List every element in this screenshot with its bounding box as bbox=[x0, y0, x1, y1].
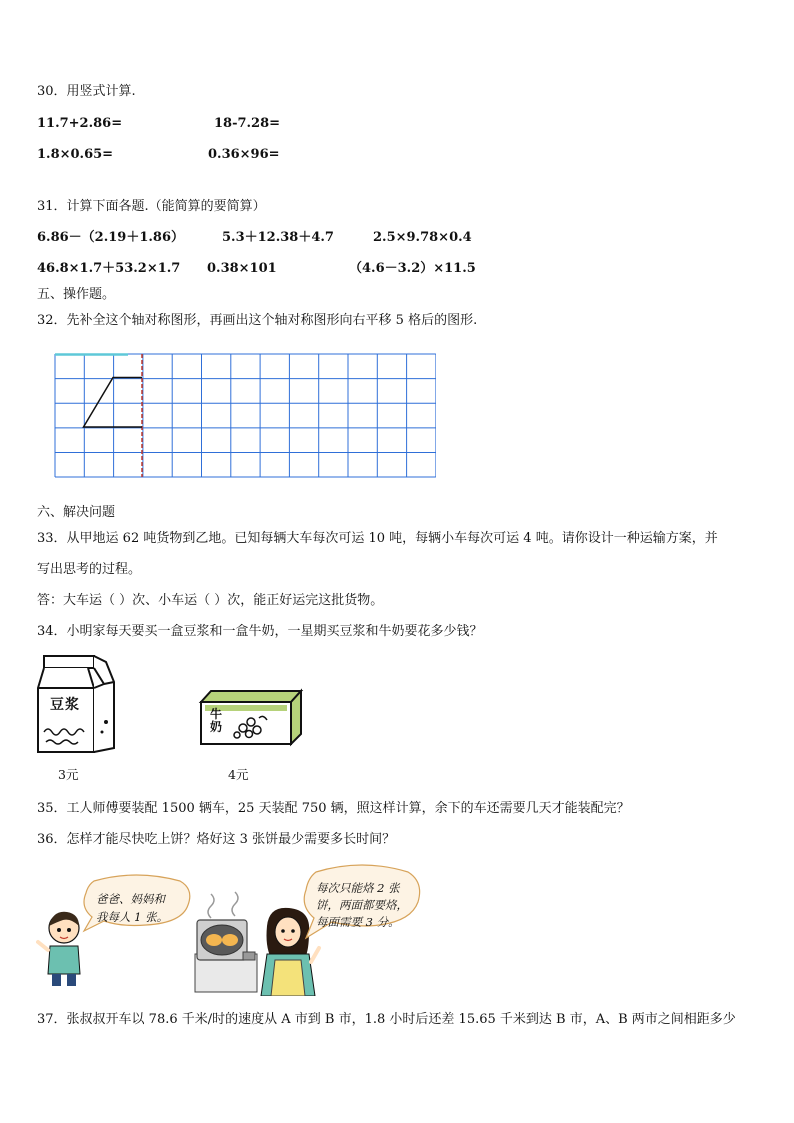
q31-expr-4: 46.8×1.7＋53.2×1.7 bbox=[37, 261, 181, 276]
q34-title: 34．小明家每天要买一盒豆浆和一盒牛奶，一星期买豆浆和牛奶要花多少钱？ bbox=[37, 624, 483, 639]
section-six-title: 六、解决问题 bbox=[37, 505, 116, 520]
q33-answer: 答：大车运（ ）次、小车运（ ）次，能正好运完这批货物。 bbox=[37, 593, 384, 608]
milk-box-label-2: 奶 bbox=[210, 720, 223, 734]
q31-expr-6: （4.6－3.2）×11.5 bbox=[349, 261, 476, 276]
q35-title: 35．工人师傅要装配 1500 辆车，25 天装配 750 辆，照这样计算，余下的车还需要几天才能装配完？ bbox=[37, 801, 630, 816]
q36-title: 36．怎样才能尽快吃上饼？烙好这 3 张饼最少需要多长时间？ bbox=[37, 832, 396, 847]
milk-price: 4元 bbox=[228, 767, 249, 782]
q31-expr-5: 0.38×101 bbox=[207, 261, 277, 276]
q30-expr-1: 11.7+2.86= bbox=[37, 116, 123, 131]
mom-bubble-line-2: 饼，两面都要烙， bbox=[316, 898, 408, 912]
q31-expr-2: 5.3＋12.38＋4.7 bbox=[222, 230, 334, 245]
stove-pan-illustration bbox=[193, 890, 259, 994]
symmetry-grid bbox=[54, 353, 436, 479]
mom-bubble-line-3: 每面需要 3 分。 bbox=[316, 915, 400, 929]
q33-line-2: 写出思考的过程。 bbox=[37, 562, 142, 577]
half-shape bbox=[84, 378, 143, 428]
boy-bubble-line-2: 我每人 1 张。 bbox=[96, 910, 169, 924]
q30-expr-2: 18-7.28= bbox=[214, 116, 281, 131]
q33-line-1: 33．从甲地运 62 吨货物到乙地。已知每辆大车每次可运 10 吨，每辆小车每次可运 4 吨。请你设计一种运输方案，并 bbox=[37, 531, 718, 546]
q37-title: 37．张叔叔开车以 78.6 千米/时的速度从 A 市到 B 市，1.8 小时后还差 15.65 千米到达 B 市，A、B 两市之间相距多少 bbox=[37, 1012, 736, 1027]
section-five-title: 五、操作题。 bbox=[37, 287, 116, 302]
soy-carton-label: 豆浆 bbox=[50, 697, 80, 713]
boy-bubble-line-1: 爸爸、妈妈和 bbox=[96, 892, 165, 906]
q31-expr-1: 6.86－（2.19＋1.86） bbox=[37, 230, 184, 245]
soy-milk-price: 3元 bbox=[58, 767, 79, 782]
milk-box-label-1: 牛 bbox=[210, 707, 223, 721]
q30-expr-4: 0.36×96= bbox=[208, 147, 280, 162]
q30-expr-3: 1.8×0.65= bbox=[37, 147, 114, 162]
q31-expr-3: 2.5×9.78×0.4 bbox=[373, 230, 472, 245]
mom-bubble-line-1: 每次只能烙 2 张 bbox=[316, 881, 400, 895]
q32-title: 32．先补全这个轴对称图形，再画出这个轴对称图形向右平移 5 格后的图形. bbox=[37, 313, 478, 328]
q30-title: 30．用竖式计算. bbox=[37, 84, 136, 99]
q31-title: 31．计算下面各题.（能简算的要简算） bbox=[37, 199, 266, 214]
